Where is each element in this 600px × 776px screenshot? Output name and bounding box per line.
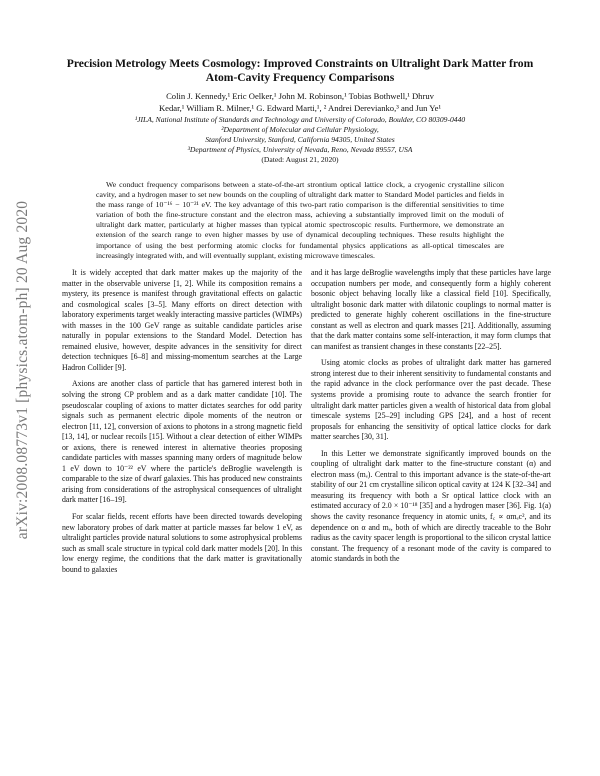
affiliation-2: ²Department of Molecular and Cellular Physiology, <box>221 125 379 134</box>
arxiv-identifier <box>10 150 36 590</box>
affiliation-3: ³Department of Physics, University of Nevada, Reno, Nevada 89557, USA <box>187 145 413 154</box>
body-column-right <box>311 268 551 571</box>
author-line-1: Colin J. Kennedy,¹ Eric Oelker,¹ John M. Robinson,¹ Tobias Bothwell,¹ Dhruv <box>166 91 434 101</box>
paragraph: For scalar fields, recent efforts have been directed towards developing new laboratory probes of dark matter at particle masses far below 1 eV, as ultralight particles provide natural solutions to some astrophysical problems such as small scale structure in typical cold dark matter models [20]. In this low energy regime, the conditions that the dark matter is gravitationally bound to galaxies <box>62 512 302 574</box>
affiliations <box>60 115 540 165</box>
dated-line: (Dated: August 21, 2020) <box>261 155 339 164</box>
affiliation-1: ¹JILA, National Institute of Standards and Technology and University of Colorado, Boulder, CO 80309-0440 <box>134 115 466 124</box>
arxiv-id-text: arXiv:2008.08773v1 [physics.atom-ph] 20 Aug 2020 <box>14 200 31 540</box>
paragraph: Axions are another class of particle that has garnered interest both in solving the strong CP problem and as a dark matter candidate [10]. The pseudoscalar coupling of axions to matter dictates searches for odd parity signals such as permanent electric dipole moments of the neutron or electron [11, 12], conversion of axions to photons in a strong magnetic field [13, 14], or nuclear recoils [15]. Without a clear detection of either WIMPs or axions, there is renewed interest in alternative theories proposing candidate particles with masses spanning many orders of magnitude below 1 eV down to 10⁻²² eV where the particle's deBroglie wavelength is comparable to the size of dwarf galaxies. This has produced new constraints arising from considerations of the astrophysical consequences of ultralight dark matter [16–19]. <box>62 379 302 505</box>
author-line-2: Kedar,¹ William R. Milner,¹ G. Edward Marti,¹, ² Andrei Derevianko,³ and Jun Ye¹ <box>158 103 442 113</box>
author-list <box>60 90 540 114</box>
abstract: We conduct frequency comparisons between a state-of-the-art strontium optical lattice clock, a cryogenic crystalline silicon cavity, and a hydrogen maser to set new bounds on the coupling of ultralight dark matter to Standard Model particles and fields in the mass range of 10⁻¹⁶ − 10⁻²¹ eV. The key advantage of this two-part ratio comparison is the differential sensitivities to time variation of both the fine-structure constant and the electron mass, achieving a substantially improved limit on the moduli of ultralight dark matter, particularly at higher masses than typical atomic spectroscopic results. Furthermore, we demonstrate an extension of the search range to even higher masses by use of dynamical decoupling techniques. These results highlight the importance of using the best performing atomic clocks for fundamental physics applications as all-optical timescales are increasingly integrated with, and will eventually supplant, existing microwave timescales. <box>96 180 504 260</box>
paragraph: It is widely accepted that dark matter makes up the majority of the matter in the observable universe [1, 2]. While its composition remains a mystery, its presence is manifest through gravitational effects on galactic and cosmological scales [3–5]. Many efforts on direct detection with laboratory experiments target weakly interacting massive particles (WIMPs) with masses in the 100 GeV range as suitable candidate particles arise naturally in popular extensions to the Standard Model. Detection has remained elusive, however, despite advances in the sensitivity for direct detection techniques [6–8] and missing-momentum searches at the Large Hadron Collider [9]. <box>62 268 302 372</box>
paper-title: Precision Metrology Meets Cosmology: Improved Constraints on Ultralight Dark Matter from Atom-Cavity Frequency Comparisons <box>66 57 534 84</box>
paragraph: In this Letter we demonstrate significantly improved bounds on the coupling of ultralight dark matter to the fine-structure constant (α) and electron mass (mₑ). Central to this important advance is the state-of-the-art stability of our 21 cm crystalline silicon optical cavity at 124 K [32–34] and measuring its frequency with both a Sr optical lattice clock with an estimated accuracy of 2.0 × 10⁻¹⁸ [35] and a hydrogen maser [36]. Fig. 1(a) shows the cavity resonance frequency in atomic units, f꜀ ∝ αmₑc², and its dependence on α and mₑ, both of which are directly traceable to the Bohr radius as the cavity spacer length is proportional to the silicon crystal lattice constant. The frequency of a resonant mode of the cavity is compared to atomic standards in both the <box>311 448 551 564</box>
affiliation-2b: Stanford University, Stanford, California 94305, United States <box>205 135 395 144</box>
paragraph: and it has large deBroglie wavelengths imply that these particles have large occupation numbers per mode, and consequently form a highly coherent bosonic object behaving locally like a classical field [10]. Specifically, ultralight bosonic dark matter with dilatonic couplings to normal matter is predicted to generate highly coherent oscillations in the fine-structure constant as well as electron and quark masses [21]. Additionally, assuming that the dark matter contains some self-interaction, it may form clumps that can manifest as transient changes in these constants [22–25]. <box>311 268 551 351</box>
body-column-left <box>62 268 302 581</box>
paragraph: Using atomic clocks as probes of ultralight dark matter has garnered strong interest due to their inherent sensitivity to fundamental constants and the rapid advance in the clock performance over the past decade. These systems provide a promising route to advance the search frontier for ultralight dark matter particles given a wealth of historical data from global timescale systems [25–29] including GPS [24], and a host of recent proposals for enhancing the sensitivity of optical lattice clocks for dark matter searches [30, 31]. <box>311 358 551 442</box>
